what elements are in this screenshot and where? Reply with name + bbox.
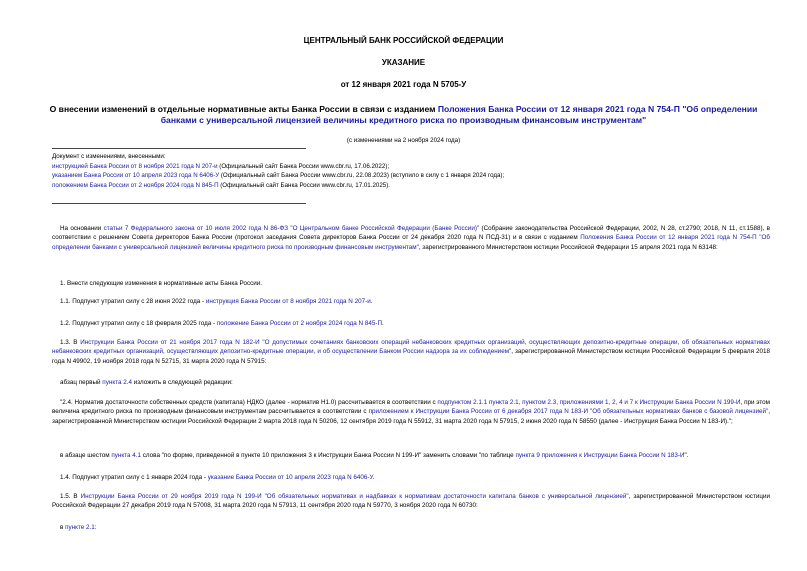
paragraph-4-1	[52, 451, 770, 460]
change-item	[52, 171, 772, 181]
text: "2.4. Норматив достаточности собственных средств (капитала) НДКО (далее - норматив Н1.0) рассчитывается в соответствии с	[60, 399, 438, 406]
paragraph-1-3	[52, 338, 770, 366]
change-source: (Официальный сайт Банка России www.cbr.ru, 17.01.2025).	[218, 181, 391, 189]
doc-date-number: от 12 января 2021 года N 5705-У	[340, 80, 467, 89]
title-link-regulation-754p[interactable]: Положения Банка России от 12 января 2021 года N 754-П "Об определении банками с универсальной лицензией величины кредитного риска по производным финансовым инструментам"	[160, 104, 758, 125]
text: 1.4. Подпункт утратил силу с 1 января 2024 года -	[60, 474, 208, 481]
link-point-2-1[interactable]: пункте 2.1	[65, 524, 95, 531]
change-source: (Официальный сайт Банка России www.cbr.ru, 17.06.2022);	[217, 162, 390, 170]
text: 1.3. В	[60, 339, 81, 346]
divider-bottom	[52, 203, 306, 204]
preamble-paragraph	[52, 224, 770, 252]
text: слова "по форме, приведенной в пункте 10 приложения 3 к Инструкции Банка России N 199-И" заменить словами "по таблице	[141, 452, 516, 459]
link-instruction-183i[interactable]: приложением к Инструкции Банка России от 6 декабря 2017 года N 183-И "Об обязательных нормативах банков с базовой лицензией"	[368, 408, 769, 416]
link-regulation-845p[interactable]: положение Банка России от 2 ноября 2024 года N 845-П	[216, 320, 382, 327]
link-instruction-199i-points[interactable]: подпунктом 2.1.1 пункта 2.1, пунктом 2.3, приложениями 1, 2, 4 и 7 к Инструкции Банка России N 199-И	[437, 399, 741, 406]
text: в	[60, 524, 66, 531]
change-link-207i[interactable]: инструкцией Банка России от 8 ноября 2021 года N 207-и	[52, 162, 218, 170]
change-item	[52, 162, 772, 172]
link-point-4-1[interactable]: пункта 4.1	[111, 452, 142, 459]
text: 1.5. В	[60, 493, 81, 500]
text: 1.1. Подпункт утратил силу с 28 июня 2022 года -	[60, 298, 206, 305]
org-heading: ЦЕНТРАЛЬНЫЙ БАНК РОССИЙСКОЙ ФЕДЕРАЦИИ	[303, 36, 504, 45]
paragraph-1-2	[52, 319, 770, 328]
text: (Собрание законодательства Российской Федерации, 2002, N 28, ст.2790; 2018, N 11, ст.1588), в соответствии с решением Совета директоров Банка России (протокол заседания Совета директоров Банка России от 24 декабря 2020 года N ПСД-31) и в связи с изданием	[52, 225, 770, 242]
text: На основании	[60, 225, 104, 232]
text: , зарегистрированной Министерством юстиции Российской Федерации 27 декабря 2019 года N 57008, 31 марта 2020 года N 57913, 11 сентября 2020 года N 59770, 3 ноября 2020 года N 60730:	[52, 493, 770, 510]
changes-intro: Документ с изменениями, внесенными:	[52, 153, 166, 160]
text: .	[372, 474, 375, 481]
link-point-9-appendix-183i[interactable]: пункта 9 приложения к Инструкции Банка России N 183-И	[515, 452, 685, 459]
text: :	[94, 524, 97, 531]
changes-block	[52, 152, 772, 190]
title-prefix: О внесении изменений в отдельные нормативные акты Банка России в связи с изданием	[49, 104, 438, 114]
paragraph-1-1	[52, 297, 770, 306]
text: , зарегистрированной Министерством юстиции Российской Федерации 2 марта 2018 года N 50206, 12 сентября 2019 года N 55912, 31 марта 2020 года N 57915, 2 июня 2020 года N 58550 (далее - Инструкция Банка России N 183-И).";	[52, 408, 770, 425]
text: .	[381, 320, 384, 327]
paragraph-point-2-1	[52, 523, 770, 532]
text: абзац первый	[60, 379, 103, 386]
divider-top	[52, 148, 306, 149]
link-directive-6406u[interactable]: указание Банка России от 10 апреля 2023 года N 6406-У	[207, 474, 373, 481]
text: .	[370, 298, 373, 305]
paragraph-1: 1. Внести следующие изменения в нормативные акты Банка России.	[60, 280, 263, 287]
paragraph-1-4	[52, 473, 770, 482]
doc-type-heading: УКАЗАНИЕ	[381, 58, 426, 67]
paragraph-1-5	[52, 492, 770, 511]
revision-note: (с изменениями на 2 ноября 2024 года)	[346, 137, 461, 144]
paragraph-2-4-intro	[52, 378, 770, 387]
text: изложить в следующей редакции:	[131, 379, 233, 386]
link-point-2-4[interactable]: пункта 2.4	[102, 379, 132, 386]
link-instruction-199i[interactable]: Инструкции Банка России от 29 ноября 2019 года N 199-И "Об обязательных нормативах и надбавках к нормативам достаточности капитала банков с универсальной лицензией"	[80, 493, 629, 500]
link-regulation-754p[interactable]: Положения Банка России от 12 января 2021 года N 754-П "Об определении банками с универсальной лицензией величины кредитного риска по производным финансовым инструментам"	[52, 234, 770, 251]
link-federal-law-86fz[interactable]: статьи 7 Федерального закона от 10 июля 2002 года N 86-ФЗ "О Центральном банке Российской Федерации (Банке России)"	[103, 225, 480, 232]
text: , зарегистрированного Министерством юстиции Российской Федерации 15 апреля 2021 года N 63148:	[418, 243, 718, 251]
change-link-845p[interactable]: положением Банка России от 2 ноября 2024 года N 845-П	[52, 181, 219, 189]
change-link-6406u[interactable]: указанием Банка России от 10 апреля 2023 года N 6406-У	[52, 172, 220, 180]
change-source: (Официальный сайт Банка России www.cbr.ru, 22.08.2023) (вступило в силу с 1 января 2024 года);	[219, 172, 505, 180]
text: ".	[684, 452, 689, 459]
document-title	[36, 104, 771, 126]
text: в абзаце шестом	[60, 452, 112, 459]
change-item	[52, 181, 772, 191]
link-instruction-207i[interactable]: инструкция Банка России от 8 ноября 2021 года N 207-и	[205, 298, 371, 305]
link-instruction-182i[interactable]: Инструкции Банка России от 21 ноября 2017 года N 182-И "О допустимых сочетаниях банковских операций небанковских кредитных организаций, осуществляющих депозитно-кредитные операции, об обязательных нормативах небанковских кредитных организаций, осуществляющих депозитно-кредитные операции, и об осуществлении Банком России надзора за их соблюдением"	[52, 339, 770, 356]
text: 1.2. Подпункт утратил силу с 18 февраля 2025 года -	[60, 320, 217, 327]
text: , при этом величина кредитного риска по производным финансовым инструментам рассчитывается в соответствии с	[52, 399, 770, 416]
paragraph-2-4-text	[52, 398, 770, 426]
text: , зарегистрированной Министерством юстиции Российской Федерации 5 февраля 2018 года N 49902, 19 ноября 2018 года N 52715, 31 марта 2020 года N 57915:	[52, 348, 771, 365]
